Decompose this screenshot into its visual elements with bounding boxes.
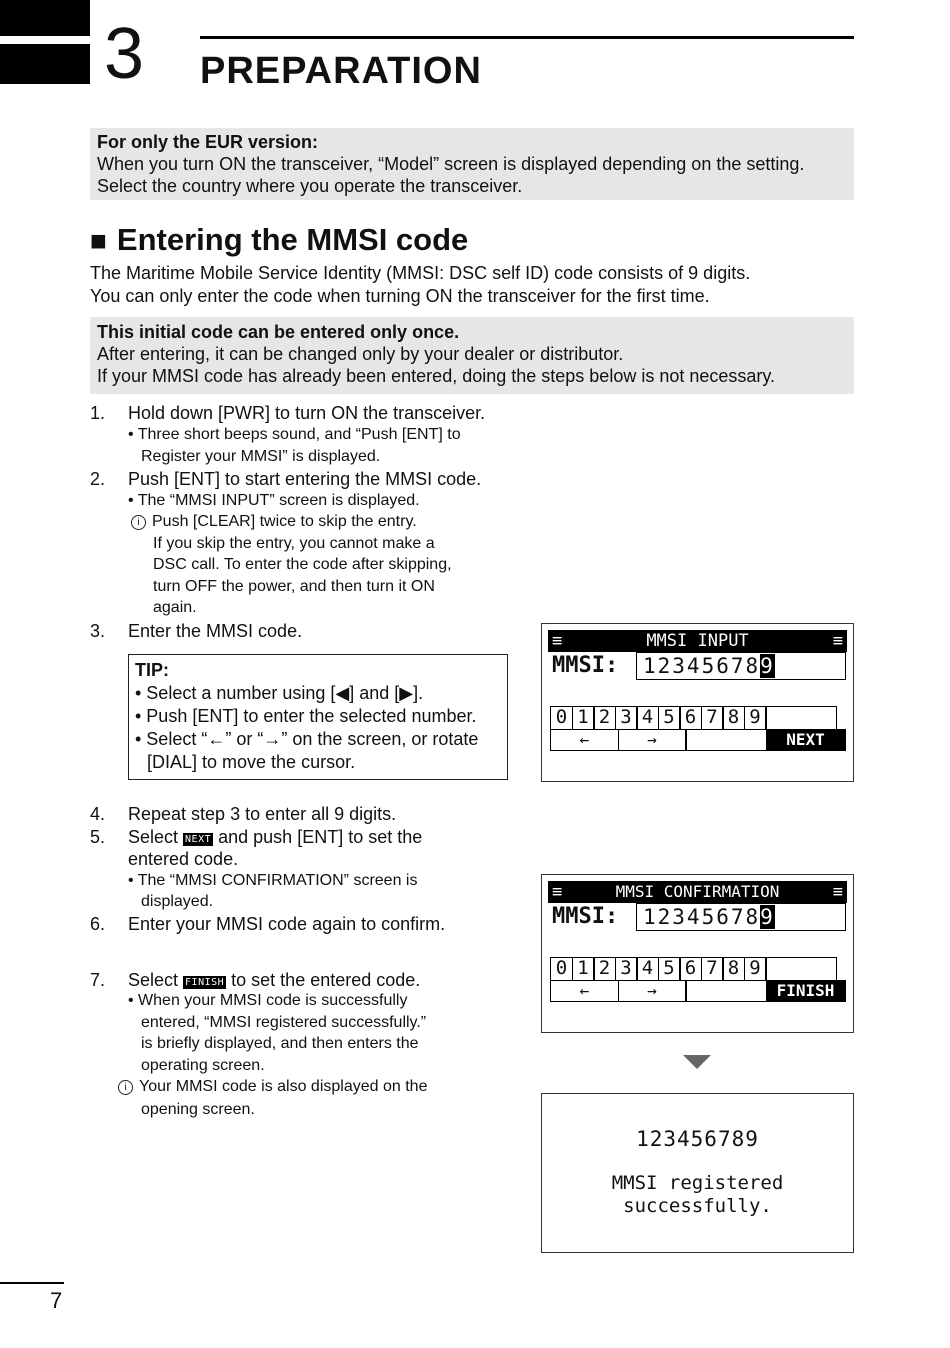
step-7-info-1: Your MMSI code is also displayed on the (139, 1078, 428, 1095)
left-arrow-icon: ← (550, 980, 619, 1002)
blank-key (685, 729, 767, 751)
page-number-rule (0, 1282, 64, 1284)
digit-key-blank (765, 957, 837, 981)
step-5-text (128, 826, 422, 848)
step-1-text: Hold down [PWR] to turn ON the transceiver. (128, 403, 486, 423)
lcd-mmsi-registered (541, 1093, 854, 1253)
mmsi-code-digits: 12345678 (643, 905, 761, 929)
digit-key: 2 (593, 706, 616, 730)
step-2-text: Push [ENT] to start entering the MMSI code. (128, 469, 482, 489)
digit-key: 9 (744, 957, 767, 981)
section-marker-icon: ■ (90, 225, 107, 256)
eur-note-text: When you turn ON the transceiver, “Model” screen is displayed depending on the setting. Select the country where you operate the transceiver. (97, 154, 805, 196)
down-triangle-icon (683, 1055, 711, 1069)
step-4-text: Repeat step 3 to enter all 9 digits. (128, 804, 397, 824)
step-7-post: to set the entered code. (226, 970, 421, 990)
chapter-number: 3 (104, 14, 145, 94)
step-7-info-2: opening screen. (141, 1101, 255, 1118)
right-arrow-icon: → (618, 729, 687, 751)
mmsi-code-digits: 12345678 (643, 654, 761, 678)
step-4-number: 4. (90, 804, 106, 824)
digit-key: 7 (701, 706, 724, 730)
digit-key: 3 (615, 706, 638, 730)
left-arrow-icon: ← (550, 729, 619, 751)
nav-keys (550, 980, 848, 1002)
once-note-title: This initial code can be entered only once. (97, 322, 460, 342)
step-5-post: and push [ENT] to set the (213, 827, 423, 847)
step-2-info-4: turn OFF the power, and then turn it ON (153, 578, 435, 595)
step-5-sub-2: displayed. (141, 893, 214, 910)
lcd-mmsi-input (541, 623, 854, 782)
once-note (90, 317, 854, 394)
step-1-number: 1. (90, 403, 106, 423)
registered-msg-2: successfully. (623, 1195, 772, 1217)
step-2-info-1: Push [CLEAR] twice to skip the entry. (152, 513, 417, 530)
digit-key: 4 (636, 706, 659, 730)
eur-note-title: For only the EUR version: (97, 132, 319, 152)
digit-key: 8 (722, 957, 745, 981)
step-7-number: 7. (90, 970, 106, 990)
step-1-sub-2: Register your MMSI” is displayed. (141, 448, 381, 465)
page-number: 7 (50, 1288, 63, 1313)
right-arrow-icon: → (618, 980, 687, 1002)
info-icon: i (131, 515, 146, 530)
step-3-number: 3. (90, 621, 106, 641)
lcd-confirm-title: MMSI CONFIRMATION (615, 882, 780, 901)
mmsi-label: MMSI: (552, 653, 619, 678)
step-2-info-2: If you skip the entry, you cannot make a (153, 535, 435, 552)
step-5-text-2: entered code. (128, 849, 239, 869)
chapter-title: PREPARATION (200, 50, 482, 92)
mmsi-code-field (636, 652, 846, 680)
next-key: NEXT (766, 729, 846, 751)
once-note-line-2: If your MMSI code has already been entered, doing the steps below is not necessary. (97, 366, 776, 386)
once-note-line-1: After entering, it can be changed only by your dealer or distributor. (97, 344, 624, 364)
step-2-info-3: DSC call. To enter the code after skipping, (153, 556, 452, 573)
section-title (90, 222, 468, 258)
intro-line-1: The Maritime Mobile Service Identity (MMSI: DSC self ID) code consists of 9 digits. (90, 263, 751, 283)
step-7-pre: Select (128, 970, 184, 990)
step-2-info-5: again. (153, 599, 197, 616)
chapter-tab-bar-bottom (0, 44, 90, 84)
tip-box (128, 654, 508, 780)
menu-icon: ≡ (832, 882, 843, 902)
finish-badge: FINISH (185, 977, 225, 988)
intro-line-2: You can only enter the code when turning ON the transceiver for the first time. (90, 286, 710, 306)
finish-key: FINISH (766, 980, 846, 1002)
tip-line-4: [DIAL] to move the cursor. (147, 752, 356, 772)
tip-line-3: • Select “←” or “→” on the screen, or rotate (135, 729, 479, 749)
digit-key: 2 (593, 957, 616, 981)
registered-msg-1: MMSI registered (611, 1172, 784, 1194)
info-icon: i (118, 1080, 133, 1095)
digit-key: 6 (679, 706, 702, 730)
digit-key: 5 (658, 706, 681, 730)
step-2-info (131, 511, 417, 533)
step-7-sub-2: entered, “MMSI registered successfully.” (141, 1014, 427, 1031)
digit-key: 0 (550, 706, 573, 730)
digit-key: 1 (572, 706, 595, 730)
registered-code: 123456789 (636, 1127, 759, 1151)
digit-key: 5 (658, 957, 681, 981)
eur-note (90, 128, 854, 200)
step-5-sub-1: • The “MMSI CONFIRMATION” screen is (128, 872, 418, 889)
digit-keypad (550, 706, 848, 730)
chapter-tab-bar-top (0, 0, 90, 36)
digit-keypad (550, 957, 848, 981)
step-7-sub-1: • When your MMSI code is successfully (128, 992, 408, 1009)
next-badge: NEXT (185, 834, 212, 845)
digit-key: 6 (679, 957, 702, 981)
step-7-text (128, 969, 420, 991)
digit-key: 4 (636, 957, 659, 981)
mmsi-code-field (636, 903, 846, 931)
step-7-sub-3: is briefly displayed, and then enters the (141, 1035, 419, 1052)
lcd-confirm-title-bar (548, 881, 847, 903)
step-6-number: 6. (90, 914, 106, 934)
nav-keys (550, 729, 848, 751)
digit-key: 7 (701, 957, 724, 981)
digit-key: 0 (550, 957, 573, 981)
menu-icon: ≡ (552, 882, 563, 902)
step-2-number: 2. (90, 469, 106, 489)
lcd-input-title: MMSI INPUT (646, 631, 749, 651)
step-5-pre: Select (128, 827, 184, 847)
mmsi-label: MMSI: (552, 904, 619, 929)
menu-icon: ≡ (832, 631, 843, 651)
menu-icon: ≡ (552, 631, 563, 651)
step-1-sub-1: • Three short beeps sound, and “Push [ENT] to (128, 426, 461, 443)
step-5-number: 5. (90, 827, 106, 847)
step-3-text: Enter the MMSI code. (128, 621, 303, 641)
digit-key: 8 (722, 706, 745, 730)
section-intro (90, 262, 870, 308)
step-2-sub-1: • The “MMSI INPUT” screen is displayed. (128, 492, 420, 509)
title-rule (200, 36, 854, 39)
digit-key: 1 (572, 957, 595, 981)
section-title-text: Entering the MMSI code (116, 222, 469, 257)
lcd-input-title-bar (548, 630, 847, 652)
digit-key-blank (765, 706, 837, 730)
tip-line-1: • Select a number using [◀] and [▶]. (135, 683, 424, 703)
tip-title: TIP: (135, 660, 169, 680)
step-7-info (118, 1076, 427, 1098)
digit-key: 3 (615, 957, 638, 981)
tip-line-2: • Push [ENT] to enter the selected number. (135, 706, 477, 726)
mmsi-code-cursor: 9 (760, 905, 775, 929)
lcd-mmsi-confirmation (541, 874, 854, 1033)
digit-key: 9 (744, 706, 767, 730)
blank-key (685, 980, 767, 1002)
step-7-sub-4: operating screen. (141, 1057, 265, 1074)
mmsi-code-cursor: 9 (760, 654, 775, 678)
step-6-text: Enter your MMSI code again to confirm. (128, 914, 446, 934)
